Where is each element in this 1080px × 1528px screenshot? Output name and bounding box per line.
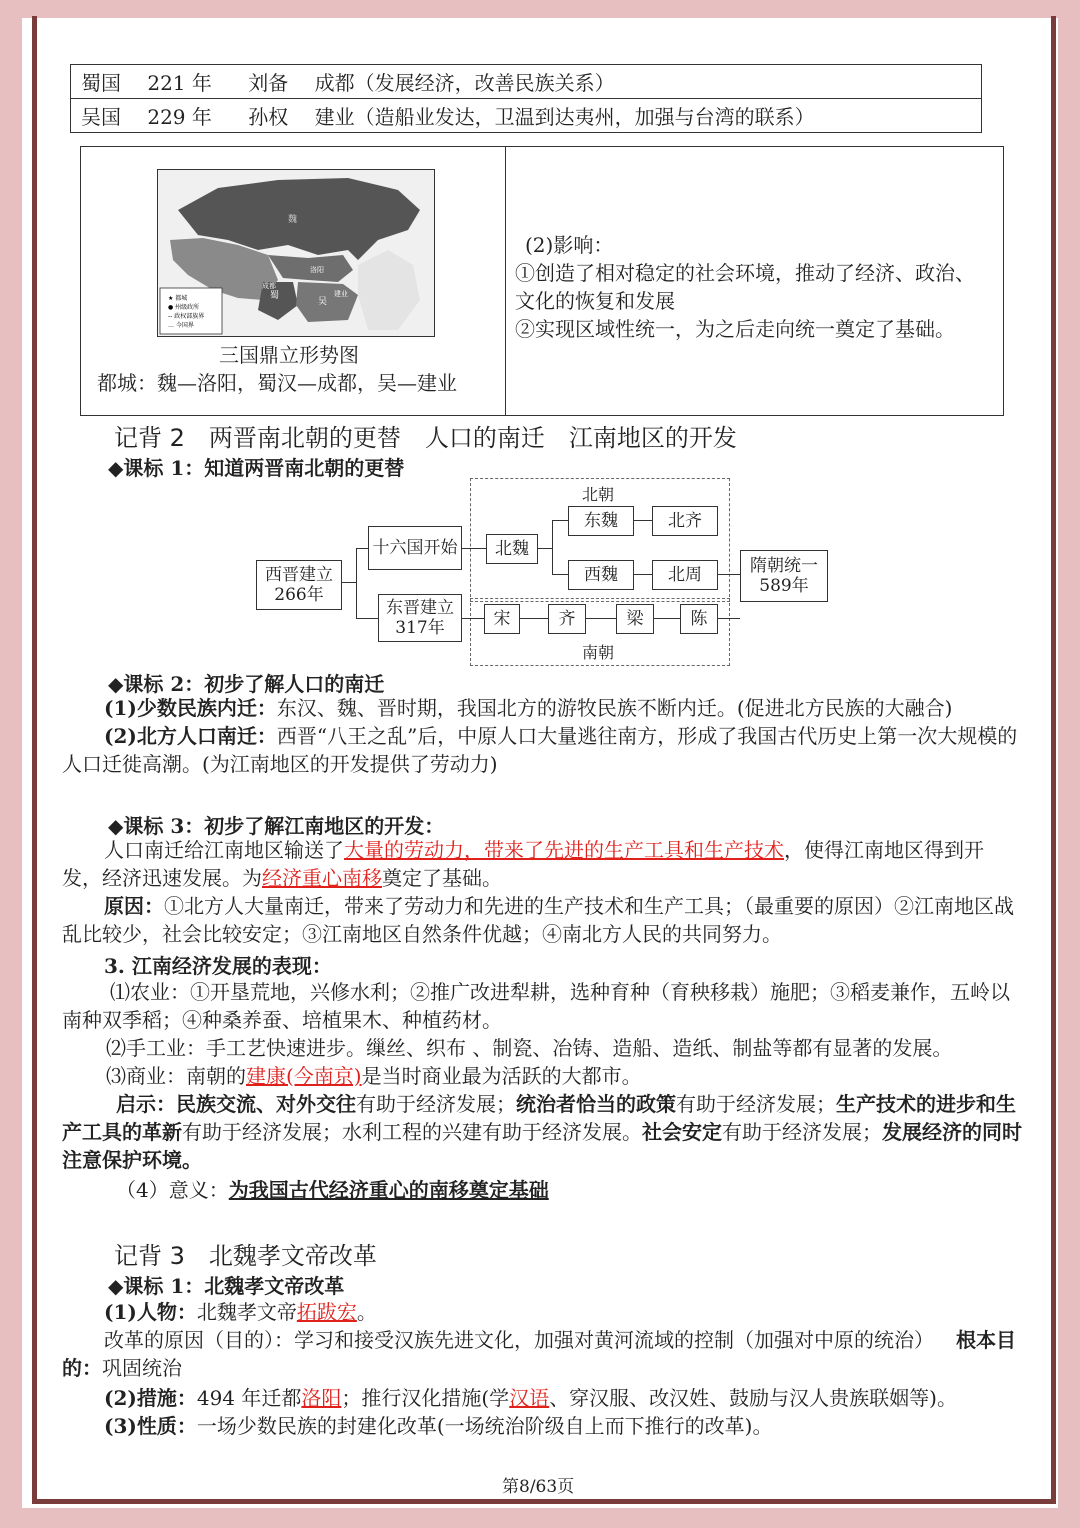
svg-text:蜀: 蜀: [270, 291, 280, 301]
section3-std1: ◆课标 1：北魏孝文帝改革: [108, 1274, 345, 1298]
table-row: [71, 99, 982, 133]
state-capital: 成都（发展经济，改善民族关系）: [314, 71, 615, 95]
paragraph-reason: [62, 1326, 1022, 1382]
highlight-text: 建康(今南京): [246, 1064, 362, 1088]
highlight-text: 大量的劳动力，带来了先进的生产工具和生产技术: [344, 838, 784, 862]
text: 有助于经济发展；水利工程的兴建有助于经济发展。: [182, 1120, 642, 1144]
text: 改革的原因（目的）：学习和接受汉族先进文化，加强对黄河流域的控制（加强对中原的统治）: [104, 1328, 934, 1352]
table-row: [71, 65, 982, 99]
svg-text:-- 政权部族界: -- 政权部族界: [168, 313, 205, 320]
node-year: 589年: [759, 576, 809, 596]
text: ①北方人大量南迁，带来了劳动力和先进的生产技术和生产工具；（最重要的原因）②江南地区战乱比较少，社会比较安定；③江南地区自然条件优越；④南北方人民的共同努力。: [62, 894, 1014, 946]
svg-text:魏: 魏: [288, 215, 298, 225]
lead: (1)人物：: [104, 1300, 197, 1324]
lead: (3)性质：: [104, 1414, 197, 1438]
svg-text:洛阳: 洛阳: [310, 266, 324, 274]
connector: [462, 618, 484, 619]
paragraph-person: [104, 1298, 1004, 1326]
connector: [728, 574, 740, 575]
text: 494 年迁都: [196, 1386, 302, 1410]
text: 。: [356, 1300, 377, 1324]
text: 东汉、魏、晋时期，我国北方的游牧民族不断内迁。(促进北方民族的大融合): [276, 696, 953, 720]
text: ；推行汉化措施(学: [341, 1386, 510, 1410]
lead: 原因：: [104, 894, 164, 918]
node-song: 宋: [484, 604, 520, 634]
north-label: 北朝: [582, 485, 615, 504]
bold-text: 本目的：: [62, 1328, 1016, 1380]
lead: (1)少数民族内迁：: [104, 696, 277, 720]
page-number: 第8/63页: [502, 1477, 575, 1497]
connector: [356, 548, 368, 549]
bold-text: 发展经济的同时注意保护环境。: [62, 1120, 1022, 1172]
paragraph-reasons: [62, 892, 1022, 948]
connector: [356, 548, 357, 618]
three-kingdoms-map: [157, 169, 435, 337]
state-name: 吴国: [81, 105, 121, 129]
bold-text: 启示：民族交流、对外交往: [116, 1092, 356, 1116]
bold-text: 社会安定: [642, 1120, 722, 1144]
lead: (2)北方人口南迁：: [104, 724, 277, 748]
capitals-text: [97, 367, 457, 396]
svg-text:★ 都城: ★ 都城: [168, 295, 188, 302]
text: ⑶商业：南朝的: [106, 1064, 246, 1088]
bold-text: 统治者恰当的政策: [516, 1092, 676, 1116]
node-sui: [740, 550, 828, 602]
states-table: [70, 64, 982, 133]
paragraph-development: [62, 836, 1022, 892]
node-sixteen: 十六国开始: [368, 526, 462, 570]
south-label: 南朝: [582, 643, 615, 662]
text: 、穿汉服、改汉姓、鼓励与汉人贵族联姻等)。: [549, 1386, 957, 1410]
connector: [634, 520, 652, 521]
node-beiqi: 北齐: [652, 506, 718, 536]
paragraph-migration-1: [104, 694, 1024, 722]
state-name: 蜀国: [81, 71, 121, 95]
connector: [552, 520, 553, 574]
text: 有助于经济发展；: [356, 1092, 516, 1116]
connector: [520, 618, 548, 619]
text: ，使得江南地区得到开发，经济迅速发展。为: [62, 838, 984, 890]
node-year: 266年: [274, 585, 324, 605]
connector: [552, 574, 568, 575]
impact-title: (2)影响：: [525, 233, 614, 257]
connector: [462, 548, 486, 549]
section2-std1: ◆课标 1：知道两晋南北朝的更替: [108, 456, 405, 480]
node-dongwei: 东魏: [568, 506, 634, 536]
state-year: 221 年: [147, 71, 212, 95]
highlight-text: 经济重心南移: [262, 866, 382, 890]
text: 北魏孝文帝: [196, 1300, 297, 1324]
section3-title: 记背 3 北魏孝文帝改革: [114, 1242, 377, 1270]
impact-1: ①创造了相对稳定的社会环境，推动了经济、政治、: [515, 261, 975, 285]
highlight-text: 洛阳: [301, 1386, 342, 1410]
node-label: 隋朝统一: [750, 555, 818, 576]
section2-std2: ◆课标 2：初步了解人口的南迁: [108, 672, 385, 696]
section2-title: 记背 2 两晋南北朝的更替 人口的南迁 江南地区的开发: [114, 424, 737, 452]
lead: (2)措施：: [104, 1386, 197, 1410]
text: 巩固统治: [102, 1356, 182, 1380]
node-label: 西晋建立: [265, 564, 333, 585]
connector: [718, 618, 740, 619]
node-chen: 陈: [680, 604, 718, 634]
highlight-text: 拓跋宏: [296, 1300, 357, 1324]
map-image: [158, 170, 434, 336]
impact-1b: 文化的恢复和发展: [515, 289, 675, 313]
text: 是当时商业最为活跃的大都市。: [361, 1064, 642, 1088]
paragraph-inspiration: [62, 1090, 1022, 1174]
map-caption: 三国鼎立形势图: [219, 343, 359, 367]
text: 奠定了基础。: [382, 866, 502, 890]
capitals-line: 都城：魏—洛阳，蜀汉—成都，吴—建业: [97, 371, 457, 395]
state-year: 229 年: [147, 105, 212, 129]
paragraph-nature: [104, 1412, 1044, 1440]
paragraph-handicraft: ⑵手工业：手工艺快速进步。缫丝、织布 、制瓷、冶铸、造船、造纸、制盐等都有显著的发展。: [106, 1036, 953, 1060]
table-cell: [71, 99, 982, 133]
svg-text:● 州级政所: ● 州级政所: [168, 304, 200, 311]
text: （4）意义：: [116, 1178, 229, 1202]
paragraph-migration-2: [62, 722, 1022, 778]
connector: [552, 520, 568, 521]
map-impact-box: [80, 146, 1004, 416]
node-xijin: [256, 560, 342, 610]
paragraph-meaning: [116, 1176, 1016, 1204]
node-liang: 梁: [616, 604, 654, 634]
connector: [634, 574, 652, 575]
connector: [356, 618, 378, 619]
paragraph-agriculture: ⑴农业：①开垦荒地，兴修水利；②推广改进犁耕，选种育种（育秧移栽）施肥；③稻麦兼作，五岭以南种双季稻；④种桑养蚕、培植果木、种植药材。: [62, 980, 1010, 1032]
page: [22, 18, 1058, 1508]
performance-title: 3. 江南经济发展的表现：: [104, 954, 332, 978]
state-founder: 刘备: [248, 71, 289, 95]
connector: [538, 548, 552, 549]
connector: [342, 582, 356, 583]
node-dongjin: [378, 594, 462, 642]
state-founder: 孙权: [248, 105, 289, 129]
node-beizhou: 北周: [652, 560, 718, 590]
text: 人口南迁给江南地区输送了: [104, 838, 344, 862]
impact-2: ②实现区域性统一，为之后走向统一奠定了基础。: [515, 317, 955, 341]
divider: [505, 147, 506, 415]
svg-text:建业: 建业: [334, 290, 348, 298]
text: 有助于经济发展；: [676, 1092, 836, 1116]
node-label: 东晋建立: [386, 597, 454, 618]
bold-text: 为我国古代经济重心的南移奠定基础: [228, 1178, 549, 1202]
text: 一场少数民族的封建化改革(一场统治阶级自上而下推行的改革)。: [196, 1414, 773, 1438]
svg-text:吴: 吴: [318, 297, 328, 307]
table-cell: [71, 65, 982, 99]
node-xiwei: 西魏: [568, 560, 634, 590]
text: 有助于经济发展；: [722, 1120, 882, 1144]
svg-text:成都: 成都: [262, 282, 276, 290]
highlight-text: 汉语: [509, 1386, 550, 1410]
node-year: 317年: [395, 618, 445, 638]
paragraph-commerce: [62, 1062, 1022, 1090]
bold-text: 根: [956, 1328, 976, 1352]
paragraph-measures: [104, 1384, 1044, 1412]
section2-std3: ◆课标 3：初步了解江南地区的开发：: [108, 814, 445, 838]
svg-text:… 今国界: … 今国界: [168, 322, 194, 329]
bold-text: 步和生产工具的革新: [62, 1092, 1016, 1144]
bold-text: 生产技术的进: [836, 1092, 956, 1116]
text: 西晋“八王之乱”后，中原人口大量逃往南方，形成了我国古代历史上第一次大规模的人口迁徙高潮。(为江南地区的开发提供了劳动力): [62, 724, 1018, 776]
state-capital: 建业（造船业发达，卫温到达夷州，加强与台湾的联系）: [314, 105, 815, 129]
node-qi: 齐: [548, 604, 586, 634]
node-beiwei: 北魏: [486, 534, 538, 564]
